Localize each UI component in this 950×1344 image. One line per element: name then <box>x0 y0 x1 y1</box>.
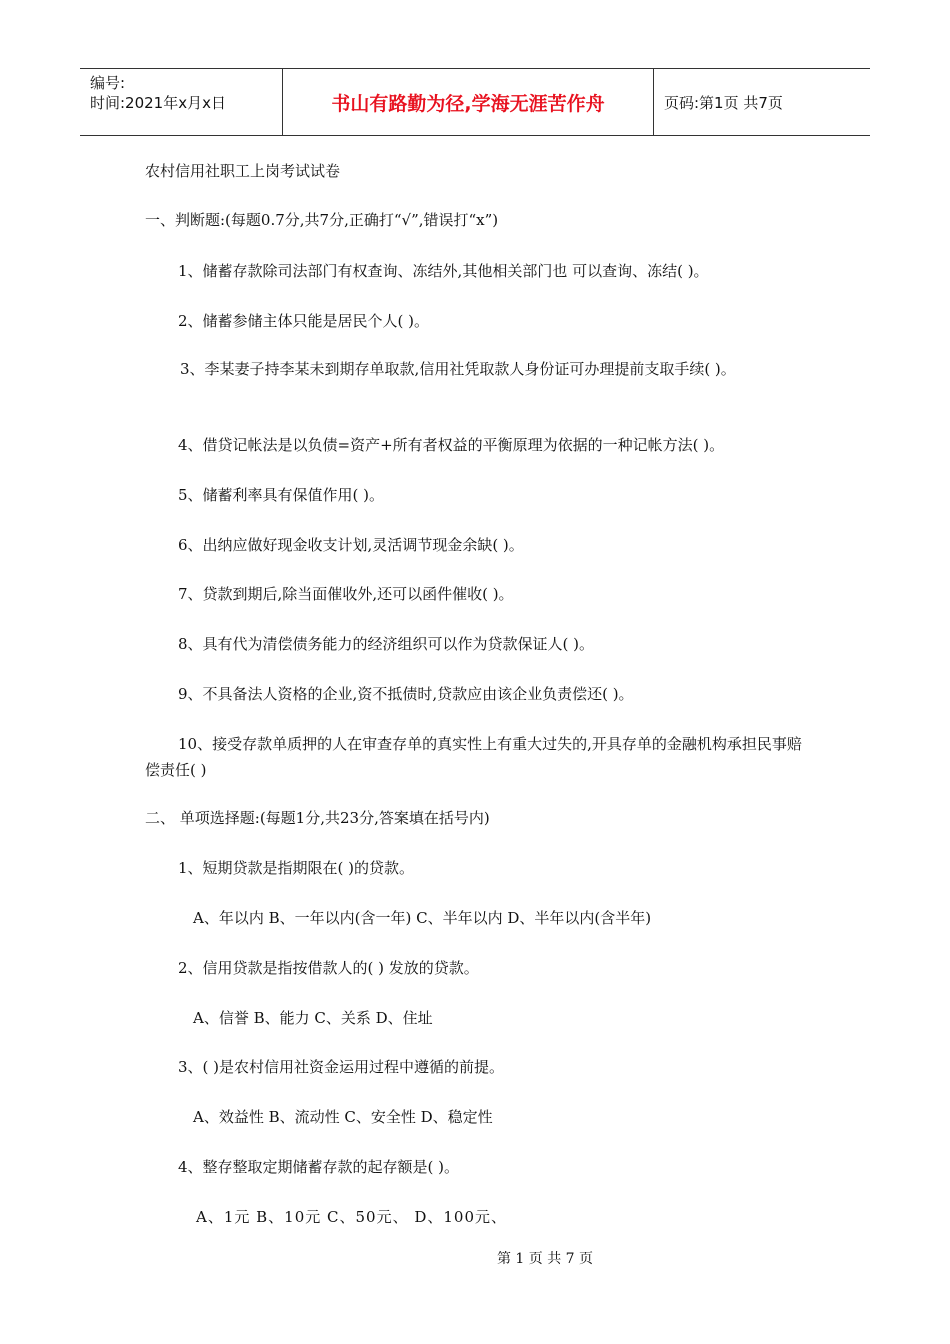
question-1: 1、储蓄存款除司法部门有权查询、冻结外,其他相关部门也 可以查询、冻结( )。 <box>178 262 709 280</box>
choice-3: 3、( )是农村信用社资金运用过程中遵循的前提。 <box>178 1058 505 1076</box>
question-6: 6、出纳应做好现金收支计划,灵活调节现金余缺( )。 <box>178 536 524 554</box>
choice-2: 2、信用贷款是指按借款人的( ) 发放的贷款。 <box>178 959 479 977</box>
header-motto: 书山有路勤为径,学海无涯苦作舟 <box>282 69 654 135</box>
choice-4: 4、整存整取定期储蓄存款的起存额是( )。 <box>178 1158 460 1176</box>
number-label: 编号: <box>90 74 126 92</box>
page-header <box>80 68 870 136</box>
choice-1-options: A、年以内 B、一年以内(含一年) C、半年以内 D、半年以内(含半年) <box>193 909 652 927</box>
page-footer: 第 1 页 共 7 页 <box>496 1251 594 1267</box>
choice-1: 1、短期贷款是指期限在( )的贷款。 <box>178 859 415 877</box>
choice-3-options: A、效益性 B、流动性 C、安全性 D、稳定性 <box>193 1108 493 1126</box>
section-2-heading: 二、 单项选择题:(每题1分,共23分,答案填在括号内) <box>145 809 490 827</box>
question-4: 4、借贷记帐法是以负债=资产+所有者权益的平衡原理为依据的一种记帐方法( )。 <box>178 436 725 454</box>
question-5: 5、储蓄利率具有保值作用( )。 <box>178 486 385 504</box>
header-meta <box>80 69 282 135</box>
doc-title: 农村信用社职工上岗考试试卷 <box>145 162 341 180</box>
question-8: 8、具有代为清偿债务能力的经济组织可以作为贷款保证人( )。 <box>178 635 595 653</box>
question-2: 2、储蓄参储主体只能是居民个人( )。 <box>178 312 430 330</box>
question-7: 7、贷款到期后,除当面催收外,还可以函件催收( )。 <box>178 585 514 603</box>
date-label: 时间:2021年x月x日 <box>90 94 226 112</box>
question-10: 10、接受存款单质押的人在审查存单的真实性上有重大过失的,开具存单的金融机构承担民事赔偿责任( ) <box>145 735 802 779</box>
choice-4-options: A、1元 B、10元 C、50元、 D、100元、 <box>196 1208 508 1226</box>
choice-2-options: A、信誉 B、能力 C、关系 D、住址 <box>193 1009 433 1027</box>
header-page-info: 页码:第1页 共7页 <box>664 93 783 112</box>
question-9: 9、不具备法人资格的企业,资不抵债时,贷款应由该企业负责偿还( )。 <box>178 685 634 703</box>
question-3: 3、李某妻子持李某未到期存单取款,信用社凭取款人身份证可办理提前支取手续( )。 <box>180 360 736 378</box>
section-1-heading: 一、判断题:(每题0.7分,共7分,正确打“√”,错误打“x”) <box>145 211 499 229</box>
